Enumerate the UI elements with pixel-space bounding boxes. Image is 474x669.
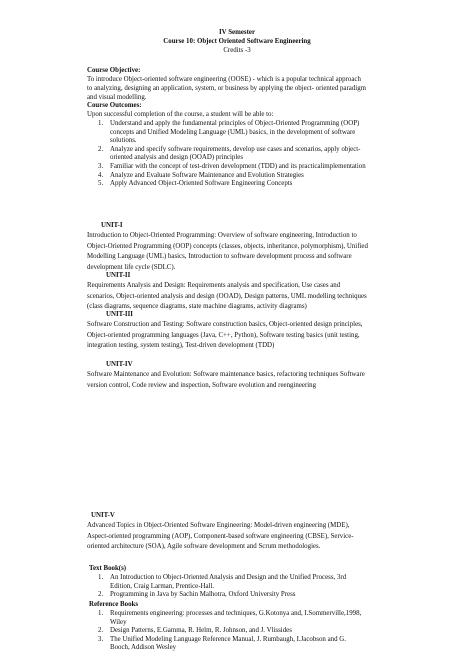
unit-line: version control, Code review and inspection, Software evolution and reengineering	[87, 381, 317, 389]
unit-title: UNIT-V	[91, 512, 115, 519]
list-number: 3.	[98, 635, 104, 643]
credits-line: Credits -3	[223, 47, 251, 54]
unit-line: Object-oriented programming languages (Java, C++, Python), Software testing basics (unit testing,	[87, 331, 360, 339]
list-item	[98, 146, 388, 163]
unit-line: Advanced Topics in Object-Oriented Software Engineering: Model-driven engineering (MDE),	[87, 522, 350, 529]
unit-body	[87, 231, 387, 273]
unit-line: Aspect-oriented programming (AOP), Component-based software engineering (CBSE), Service-	[87, 532, 354, 540]
unit-line: Modelling Language (UML) basics, Introduction to software development process and software	[87, 253, 352, 261]
list-number: 2.	[98, 591, 104, 599]
list-item	[98, 120, 388, 146]
unit-line: oriented architecture (SOA), Agile software development and Scrum methodologies.	[87, 543, 321, 551]
outcomes-heading: Course Outcomes:	[87, 102, 142, 109]
unit-line: (class diagrams, sequence diagrams, state machine diagrams, activity diagrams)	[87, 303, 307, 311]
unit-title: UNIT-I	[101, 222, 123, 229]
unit-line: Requirements Analysis and Design: Requirements analysis and specification, Use cases and	[87, 282, 341, 289]
semester-heading: IV Semester	[218, 29, 256, 36]
list-line: Analyze and Evaluate Software Maintenance and Evolution Strategies	[110, 171, 304, 179]
textbooks-heading: Text Book(s)	[89, 565, 127, 572]
unit-line: Introduction to Object-Oriented Programming: Overview of software engineering, Introduction to	[87, 232, 357, 239]
objective-line: to analyzing, designing an application, system, or business by applying the object- oriented paradigm	[87, 85, 367, 92]
unit-title: UNIT-II	[106, 272, 131, 279]
outcomes-intro: Upon successful completion of the course, a student will be able to:	[87, 111, 274, 118]
unit-line: integration testing, system testing), Test-driven development (TDD)	[87, 342, 275, 350]
list-line: Edition, Craig Larman, Prentice-Hall.	[110, 582, 215, 590]
list-number: 1.	[98, 120, 104, 127]
list-line: Familiar with the concept of test-driven development (TDD) and its practicalimplementation	[110, 162, 366, 170]
objective-heading: Course Objective:	[87, 67, 141, 74]
list-number: 1.	[98, 610, 104, 617]
objective-line: To introduce Object-oriented software engineering (OOSE) - which is a popular technical approach	[87, 76, 361, 83]
unit-body	[87, 521, 387, 553]
list-line: Apply Advanced Object-Oriented Software Engineering Concepts	[110, 180, 293, 188]
list-item	[98, 180, 388, 189]
references-heading: Reference Books	[89, 601, 139, 608]
list-line: An Introduction to Object-Oriented Analysis and Design and the Unified Process, 3rd	[110, 574, 347, 581]
list-line: Booch, Addison Wesley	[110, 644, 177, 652]
list-line: Analyze and specify software requirements, develop use cases and scenarios, apply object-	[110, 145, 361, 153]
unit-line: Object-Oriented Programming (OOP) concepts (classes, objects, inheritance, polymorphism), Unified	[87, 242, 368, 250]
list-line: Design Patterns, E.Gamma, R. Helm, R. Johnson, and J. Vlissides	[110, 627, 292, 635]
outcomes-list	[98, 120, 388, 189]
list-item	[98, 172, 388, 181]
list-line: Programming in Java by Sachin Malhotra, Oxford University Press	[110, 591, 296, 599]
unit-body	[87, 320, 387, 352]
list-item	[98, 636, 388, 653]
list-line: solutions.	[110, 137, 137, 145]
list-line: Understand and apply the fundamental principles of Object-Oriented Programming (OOP)	[110, 120, 360, 127]
list-line: oriented analysis and design (OOAD) principles	[110, 154, 243, 162]
unit-title: UNIT-IV	[106, 361, 133, 368]
list-number: 4.	[98, 171, 104, 179]
list-line: The Unified Modeling Language Reference Manual, J. Rumbaugh, I.Jacobson and G.	[110, 635, 346, 643]
unit-body	[87, 370, 387, 391]
unit-title: UNIT-III	[106, 311, 133, 318]
list-line: concepts and Unified Modeling Language (UML) basics, in the development of software	[110, 128, 356, 136]
list-number: 5.	[98, 180, 104, 188]
list-number: 2.	[98, 627, 104, 635]
list-number: 3.	[98, 162, 104, 170]
references-list	[98, 610, 388, 653]
list-item	[98, 591, 388, 600]
unit-line: Software Construction and Testing: Software construction basics, Object-oriented design principles,	[87, 321, 363, 328]
textbooks-list	[98, 574, 388, 600]
list-line: Wiley	[110, 618, 127, 626]
unit-line: Software Maintenance and Evolution: Software maintenance basics, refactoring techniques Software	[87, 371, 365, 378]
list-item	[98, 574, 388, 591]
list-number: 1.	[98, 574, 104, 581]
list-line: Requirements engineering: processes and techniques, G.Kotonya and, I.Sommerville,1998,	[110, 610, 362, 617]
list-number: 2.	[98, 145, 104, 153]
course-title: Course 10: Object Oriented Software Engineering	[163, 38, 311, 45]
objective-line: and visual modelling.	[87, 94, 147, 101]
list-item	[98, 610, 388, 627]
unit-line: development life cycle (SDLC).	[87, 263, 176, 271]
list-item	[98, 163, 388, 172]
unit-line: scenarios, Object-oriented analysis and design (OOAD), Design patterns, UML modelling techniques	[87, 292, 367, 300]
unit-body	[87, 281, 387, 313]
list-item	[98, 627, 388, 636]
